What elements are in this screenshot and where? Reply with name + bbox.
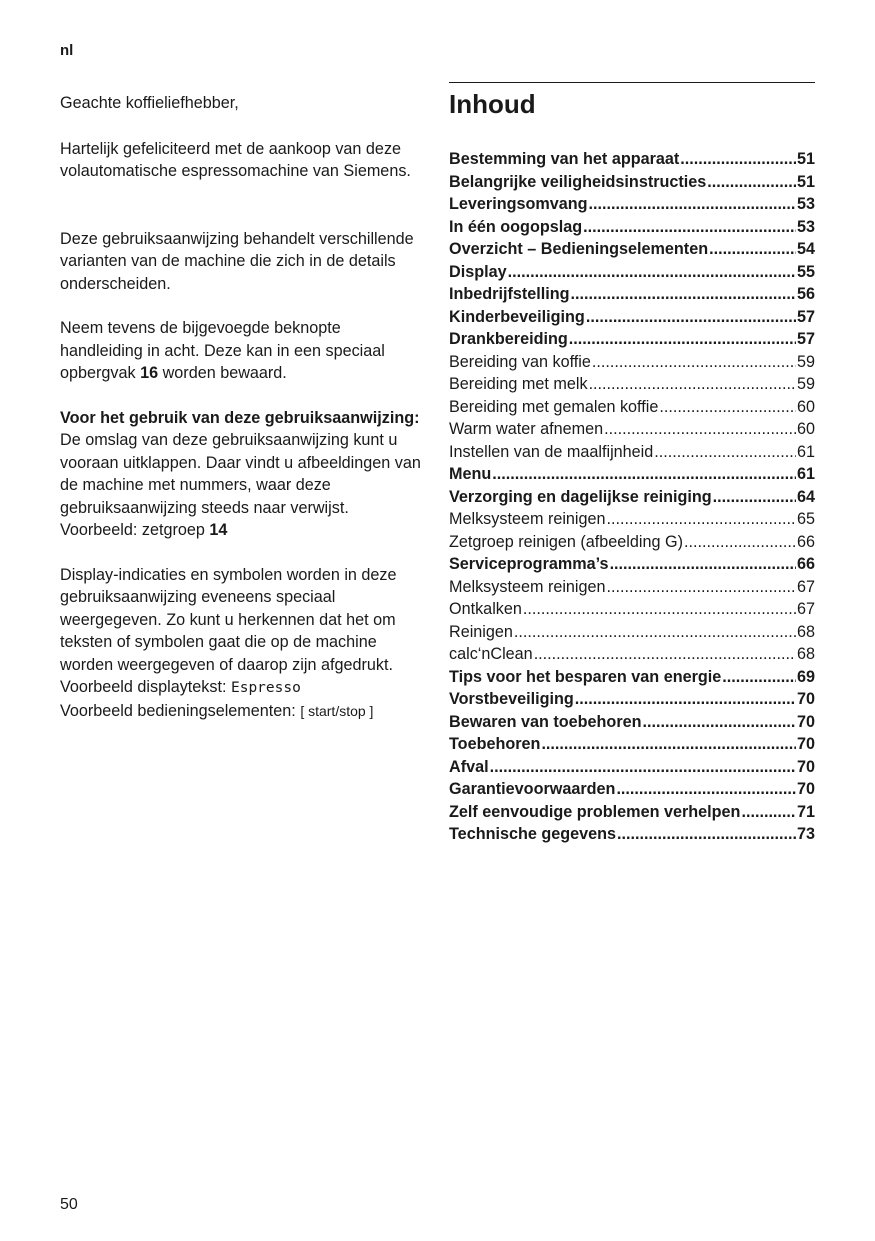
display-example-value: Espresso — [230, 680, 301, 696]
toc-entry-page: 70 — [796, 735, 815, 753]
toc-entry-title: Bestemming van het apparaat — [449, 150, 680, 168]
toc-entry-page: 54 — [796, 240, 815, 258]
toc-entry-page: 70 — [796, 712, 815, 731]
toc-leader-dots — [523, 600, 796, 619]
toc-entry-page: 55 — [796, 262, 815, 281]
toc-entry-title: Bereiding van koffie — [449, 352, 591, 371]
intro-column — [60, 92, 428, 722]
toc-entry — [449, 578, 815, 601]
toc-entry — [449, 780, 815, 803]
toc-entry — [449, 240, 815, 263]
toc-entry-page: 73 — [796, 825, 815, 843]
toc-leader-dots — [707, 173, 796, 192]
control-example-label: Voorbeeld bedieningselementen: — [60, 701, 301, 720]
toc-entry-page: 59 — [796, 375, 815, 393]
toc-entry-title: Garantievoorwaarden — [449, 780, 616, 798]
toc-list — [449, 150, 815, 848]
toc-entry — [449, 330, 815, 353]
toc-entry-title: Tips voor het besparen van energie — [449, 667, 722, 686]
language-code: nl — [60, 42, 74, 59]
toc-entry-title: Verzorging en dagelijkse reiniging — [449, 487, 712, 506]
example-number: 14 — [209, 521, 228, 539]
variants-text: Deze gebruiksaanwijzing behandelt verschillende varianten van de machine die zich in de details onderscheiden. — [60, 229, 414, 293]
toc-entry-page: 67 — [796, 577, 815, 596]
toc-leader-dots — [508, 263, 796, 282]
toc-entry-title: Ontkalken — [449, 600, 522, 618]
toc-entry-page: 59 — [796, 352, 815, 371]
toc-entry-title: Warm water afnemen — [449, 420, 604, 438]
toc-entry-title: Bereiding met gemalen koffie — [449, 397, 659, 416]
toc-entry-title: Vorstbeveiliging — [449, 690, 574, 708]
toc-entry-title: Instellen van de maalfijnheid — [449, 442, 654, 461]
toc-leader-dots — [589, 375, 796, 394]
page-number: 50 — [60, 1196, 78, 1213]
toc-entry-page: 70 — [796, 757, 815, 776]
toc-entry — [449, 555, 815, 578]
toc-entry-title: Menu — [449, 465, 492, 483]
toc-entry-title: Overzicht – Bedieningselementen — [449, 240, 709, 258]
toc-entry — [449, 825, 815, 848]
toc-leader-dots — [722, 668, 796, 687]
toc-entry-page: 66 — [796, 532, 815, 551]
quick-guide-text-end: worden bewaard. — [158, 364, 287, 382]
toc-entry-page: 53 — [796, 195, 815, 213]
toc-entry-title: Leveringsomvang — [449, 195, 588, 213]
display-text: Display-indicaties en symbolen worden in deze gebruiksaanwijzing eveneens speciaal weergegeven. Zo kunt u herkennen dat het om teksten of symbolen gaat die op de machine worden weergegeven of daarop zijn afgedrukt. — [60, 565, 397, 674]
toc-entry-page: 65 — [796, 510, 815, 528]
storage-compartment-number: 16 — [140, 364, 159, 382]
toc-entry — [449, 668, 815, 691]
toc-leader-dots — [741, 803, 796, 822]
toc-entry-title: Technische gegevens — [449, 825, 617, 843]
toc-leader-dots — [680, 150, 796, 169]
toc-entry-page: 68 — [796, 622, 815, 641]
toc-entry — [449, 173, 815, 196]
toc-entry-page: 60 — [796, 420, 815, 438]
toc-leader-dots — [492, 465, 796, 484]
toc-entry-title: Toebehoren — [449, 735, 541, 753]
toc-leader-dots — [616, 780, 796, 799]
toc-leader-dots — [610, 555, 796, 574]
toc-title: Inhoud — [449, 89, 536, 119]
toc-entry — [449, 645, 815, 668]
toc-entry — [449, 353, 815, 376]
toc-entry-page: 56 — [796, 285, 815, 303]
toc-entry — [449, 263, 815, 286]
toc-entry-title: Melksysteem reinigen — [449, 510, 606, 528]
toc-leader-dots — [659, 398, 796, 417]
toc-entry-page: 69 — [796, 667, 815, 686]
quick-guide-note — [60, 317, 428, 385]
table-of-contents — [449, 82, 815, 848]
display-example-label: Voorbeeld displaytekst: — [60, 678, 231, 696]
toc-leader-dots — [654, 443, 796, 462]
toc-entry-title: Kinderbeveiliging — [449, 307, 585, 326]
toc-entry — [449, 735, 815, 758]
toc-entry-title: Bereiding met melk — [449, 375, 588, 393]
toc-leader-dots — [514, 623, 796, 642]
toc-entry-page: 70 — [796, 690, 815, 708]
toc-entry — [449, 713, 815, 736]
toc-entry — [449, 443, 815, 466]
toc-entry-title: Bewaren van toebehoren — [449, 712, 642, 731]
toc-entry — [449, 803, 815, 826]
toc-entry-title: Afval — [449, 757, 489, 776]
toc-entry-page: 51 — [796, 150, 815, 168]
toc-entry-page: 53 — [796, 217, 815, 236]
toc-entry — [449, 375, 815, 398]
toc-entry-page: 71 — [796, 802, 815, 821]
toc-entry — [449, 465, 815, 488]
usage-heading: Voor het gebruik van deze gebruiksaanwijzing: — [60, 408, 420, 427]
toc-entry-page: 70 — [796, 780, 815, 798]
toc-divider — [449, 82, 815, 83]
toc-entry-title: In één oogopslag — [449, 217, 583, 236]
example-label: Voorbeeld: zetgroep — [60, 521, 210, 539]
toc-entry — [449, 758, 815, 781]
toc-entry-title: Display — [449, 262, 507, 281]
toc-leader-dots — [709, 240, 796, 259]
toc-leader-dots — [713, 488, 796, 507]
toc-entry-page: 67 — [796, 600, 815, 618]
toc-leader-dots — [569, 330, 796, 349]
toc-entry — [449, 285, 815, 308]
congratulations-text: Hartelijk gefeliciteerd met de aankoop van deze volautomatische espressomachine van Siemens. — [60, 139, 411, 180]
greeting: Geachte koffieliefhebber, — [60, 94, 239, 112]
toc-entry — [449, 308, 815, 331]
toc-entry-page: 61 — [796, 465, 815, 483]
toc-entry — [449, 510, 815, 533]
toc-entry-title: Serviceprogramma’s — [449, 555, 609, 573]
toc-leader-dots — [684, 533, 796, 552]
toc-leader-dots — [571, 285, 796, 304]
quick-guide-text: Neem tevens de bijgevoegde beknopte handleiding in acht. Deze kan in een speciaal opbergvak — [60, 319, 385, 382]
toc-entry-page: 61 — [796, 442, 815, 461]
toc-entry-page: 51 — [796, 172, 815, 191]
toc-entry-title: Inbedrijfstelling — [449, 285, 570, 303]
toc-leader-dots — [586, 308, 796, 327]
toc-entry-title: calc‘nClean — [449, 645, 533, 663]
display-section — [60, 564, 428, 723]
toc-entry-page: 60 — [796, 397, 815, 416]
toc-leader-dots — [604, 420, 796, 439]
toc-entry — [449, 488, 815, 511]
toc-entry-title: Zelf eenvoudige problemen verhelpen — [449, 802, 741, 821]
toc-leader-dots — [607, 510, 796, 529]
usage-text: De omslag van deze gebruiksaanwijzing kunt u vooraan uitklappen. Daar vindt u afbeeldingen van de machine met nummers, waar deze gebruiksaanwijzing steeds naar verwijst. — [60, 431, 421, 517]
toc-leader-dots — [541, 735, 796, 754]
toc-entry — [449, 690, 815, 713]
toc-leader-dots — [617, 825, 796, 844]
toc-entry — [449, 623, 815, 646]
toc-entry-page: 64 — [796, 487, 815, 506]
toc-entry-title: Belangrijke veiligheidsinstructies — [449, 172, 707, 191]
toc-entry — [449, 195, 815, 218]
toc-entry-title: Melksysteem reinigen — [449, 577, 606, 596]
toc-entry — [449, 533, 815, 556]
toc-entry-page: 57 — [796, 330, 815, 348]
toc-entry-page: 57 — [796, 307, 815, 326]
toc-leader-dots — [583, 218, 796, 237]
toc-entry — [449, 420, 815, 443]
toc-entry — [449, 600, 815, 623]
toc-entry-page: 66 — [796, 555, 815, 573]
usage-section — [60, 407, 428, 542]
toc-leader-dots — [592, 353, 796, 372]
toc-entry-title: Drankbereiding — [449, 330, 568, 348]
control-example-value: [ start/stop ] — [300, 702, 374, 719]
toc-entry-title: Reinigen — [449, 622, 513, 641]
toc-leader-dots — [607, 578, 796, 597]
toc-entry-page: 68 — [796, 645, 815, 663]
toc-leader-dots — [575, 690, 796, 709]
toc-leader-dots — [643, 713, 796, 732]
toc-leader-dots — [589, 195, 796, 214]
toc-entry-title: Zetgroep reinigen (afbeelding G) — [449, 532, 683, 551]
toc-leader-dots — [534, 645, 796, 664]
toc-entry — [449, 398, 815, 421]
toc-entry — [449, 218, 815, 241]
toc-leader-dots — [490, 758, 796, 777]
toc-entry — [449, 150, 815, 173]
